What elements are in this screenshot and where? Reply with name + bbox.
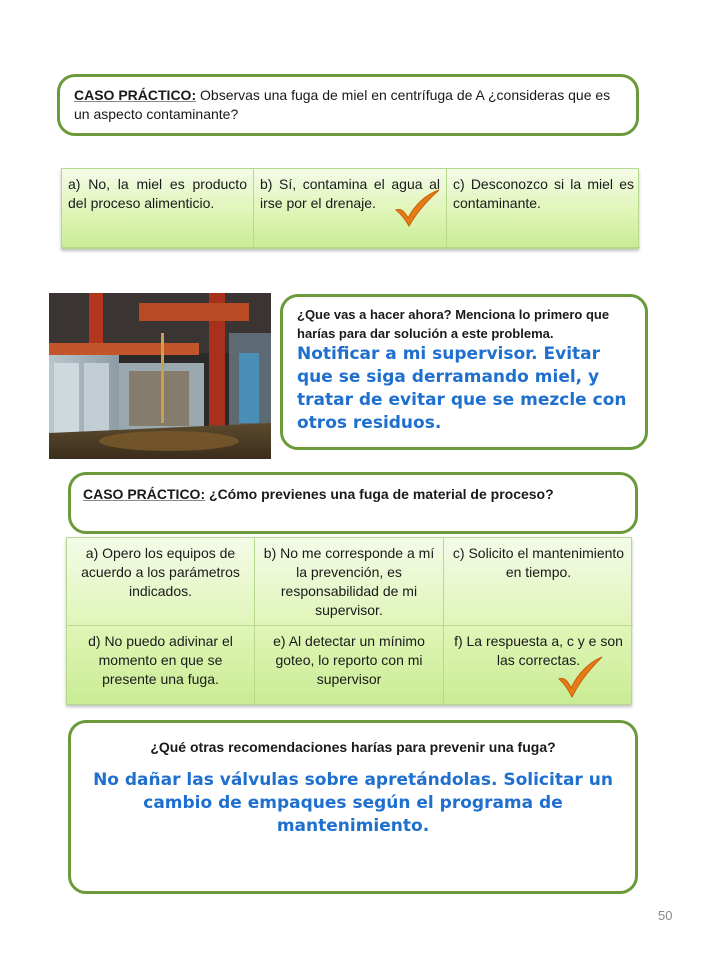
action-question: ¿Que vas a hacer ahora? Menciona lo primero que harías para dar solución a este problema. <box>297 307 610 341</box>
option-a[interactable]: a) Opero los equipos de acuerdo a los parámetros indicados. <box>67 538 255 626</box>
case-question-text: ¿Cómo previenes una fuga de material de proceso? <box>205 486 554 502</box>
case-question-text: Observas una fuga de miel en centrífuga de A ¿consideras que es un aspecto contaminante? <box>74 87 611 122</box>
option-f[interactable]: f) La respuesta a, c y e son las correctas. <box>454 633 623 668</box>
check-icon <box>393 188 441 228</box>
recommendations-box <box>68 720 638 894</box>
option-e[interactable]: e) Al detectar un mínimo goteo, lo reporto con mi supervisor <box>255 626 444 706</box>
case-label: CASO PRÁCTICO: <box>83 486 206 502</box>
option-a[interactable]: a) No, la miel es producto del proceso alimenticio. <box>62 169 254 248</box>
option-d[interactable]: d) No puedo adivinar el momento en que se presente una fuga. <box>67 626 255 706</box>
plant-leak-photo <box>49 293 271 459</box>
option-c[interactable]: c) Desconozco si la miel es contaminante. <box>447 169 640 248</box>
plant-leak-image <box>49 293 271 459</box>
option-b[interactable]: b) No me corresponde a mí la prevención, es responsabilidad de mi supervisor. <box>255 538 444 626</box>
option-c[interactable]: c) Solicito el mantenimiento en tiempo. <box>444 538 633 626</box>
answer-options-1 <box>61 168 639 249</box>
case-question-1 <box>57 74 639 136</box>
recommendations-question: ¿Qué otras recomendaciones harías para prevenir una fuga? <box>150 739 556 755</box>
case-question-2 <box>68 472 638 534</box>
check-icon <box>556 655 604 699</box>
action-question-box <box>280 294 648 450</box>
recommendations-answer: No dañar las válvulas sobre apretándolas. Solicitar un cambio de empaques según el programa de mantenimiento. <box>93 770 613 836</box>
option-b[interactable]: b) Sí, contamina el agua al irse por el drenaje. <box>254 169 447 248</box>
case-label: CASO PRÁCTICO: <box>74 87 197 103</box>
action-answer: Notificar a mi supervisor. Evitar que se siga derramando miel, y tratar de evitar que se mezcle con otros residuos. <box>297 344 627 433</box>
page-number: 50 <box>658 908 673 923</box>
answer-options-2 <box>66 537 632 705</box>
